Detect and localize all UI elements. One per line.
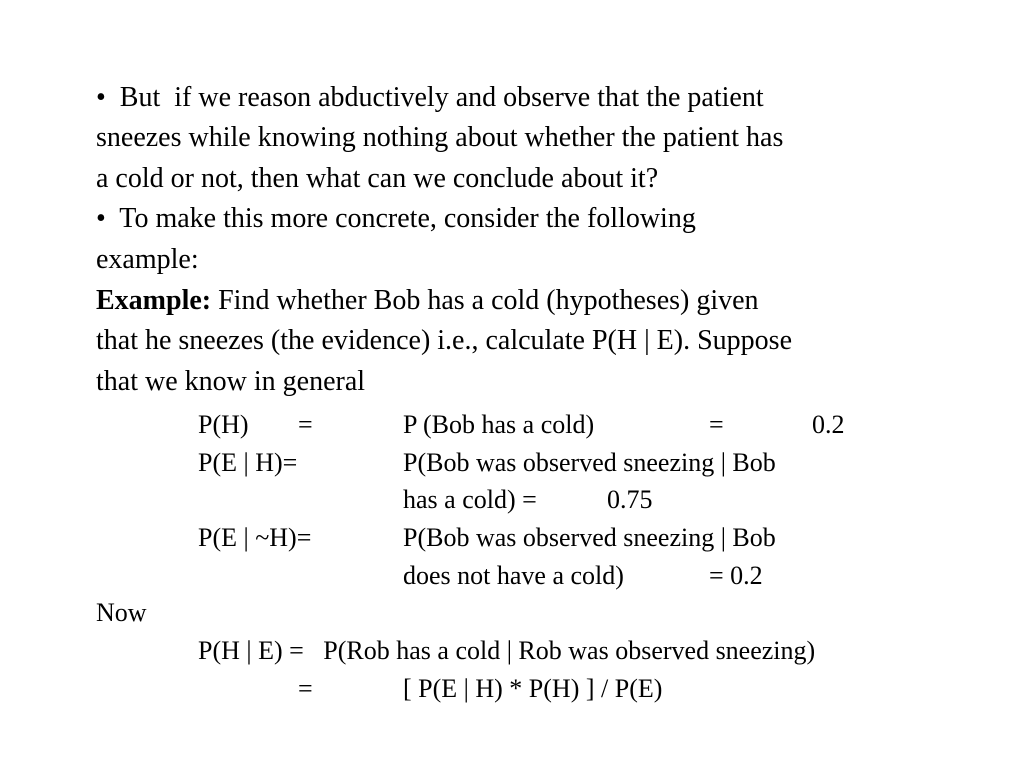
bullet1-line1: • But if we reason abductively and observe that the patient: [96, 82, 764, 113]
peh-description-line1: P(Bob was observed sneezing | Bob: [403, 448, 776, 477]
penh-value: = 0.2: [709, 561, 763, 590]
now-line2: [ P(E | H) * P(H) ] / P(E): [403, 674, 663, 703]
example-label: Example:: [96, 285, 212, 316]
example-line2: that he sneezes (the evidence) i.e., calculate P(H | E). Suppose: [96, 325, 792, 356]
penh-lhs: P(E | ~H)=: [198, 523, 312, 552]
bullet2-line1: • To make this more concrete, consider the following: [96, 203, 696, 234]
now-label: Now: [96, 598, 147, 627]
peh-description-line2: has a cold) =: [403, 485, 537, 514]
ph-equals: =: [298, 410, 313, 439]
example-line1: [96, 287, 759, 315]
peh-lhs: P(E | H)=: [198, 448, 298, 477]
now-equals: =: [298, 674, 313, 703]
bullet1-line2: sneezes while knowing nothing about whether the patient has: [96, 122, 784, 153]
example-line3: that we know in general: [96, 366, 366, 397]
ph-equals-2: =: [709, 410, 724, 439]
ph-description: P (Bob has a cold): [403, 410, 595, 439]
ph-lhs: P(H): [198, 410, 249, 439]
bullet2-line2: example:: [96, 244, 199, 275]
penh-description-line1: P(Bob was observed sneezing | Bob: [403, 523, 776, 552]
ph-value: 0.2: [812, 410, 845, 439]
bullet1-line3: a cold or not, then what can we conclude about it?: [96, 163, 659, 194]
penh-description-line2: does not have a cold): [403, 561, 624, 590]
peh-value: 0.75: [607, 485, 653, 514]
example-line1-text: Find whether Bob has a cold (hypotheses) given: [211, 285, 759, 316]
now-line1: P(H | E) = P(Rob has a cold | Rob was observed sneezing): [198, 636, 816, 665]
